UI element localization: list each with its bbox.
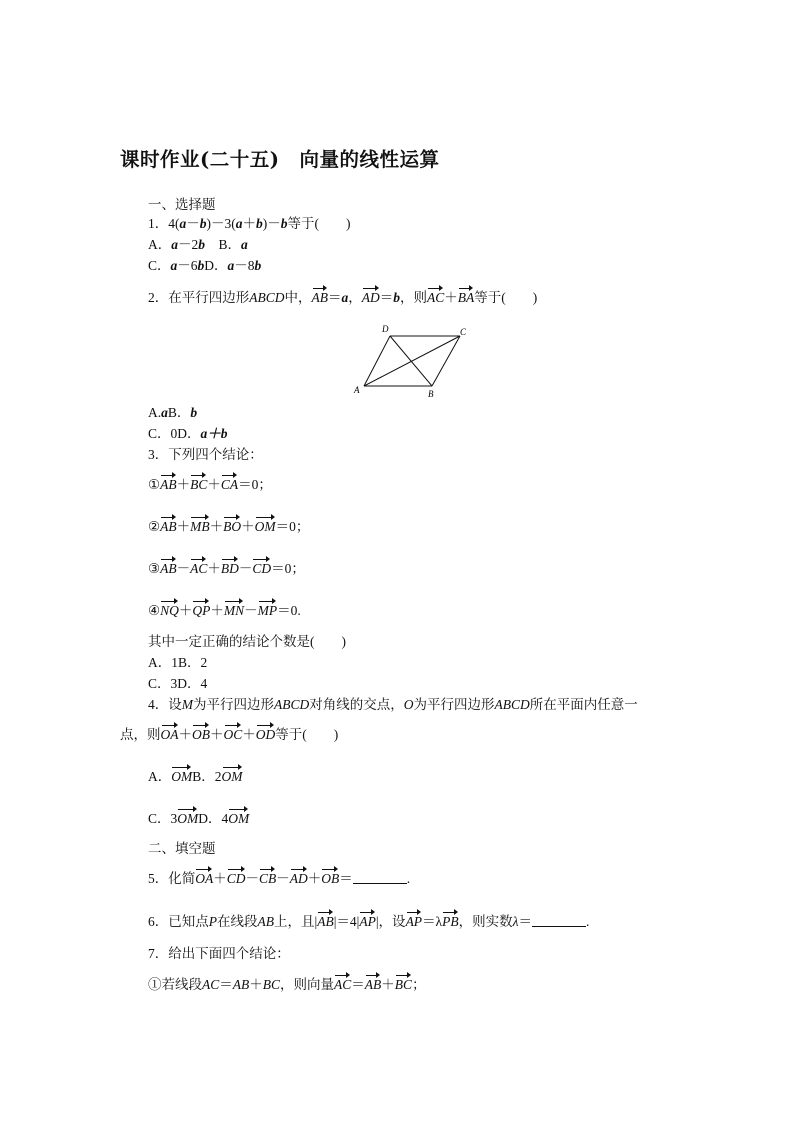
question-4-options-ab: A．OMB．2OM [148, 764, 243, 786]
question-4-options-cd: C．3OMD．4OM [148, 806, 249, 828]
question-3-options-ab: A．1B．2 [148, 655, 208, 670]
question-2-options-cd: C．0D．a＋b [148, 426, 228, 441]
diagonal-bd [390, 336, 432, 386]
question-4-line-1: 4．设M为平行四边形ABCD对角线的交点，O为平行四边形ABCD所在平面内任意一 [148, 697, 638, 712]
question-5: 5．化简OA＋CD－CB－AD＋OB＝ . [148, 866, 410, 888]
question-3-options-cd: C．3D．4 [148, 676, 208, 691]
question-1-options-cd: C．a－6bD．a－8b [148, 258, 262, 273]
question-3: 3．下列四个结论： [148, 447, 263, 462]
statement-2: ②AB＋MB＋BO＋OM＝0； [148, 514, 309, 536]
question-2: 2．在平行四边形ABCD中，AB＝a，AD＝b，则AC＋BA等于( ) [148, 285, 537, 307]
statement-3: ③AB－AC＋BD－CD＝0； [148, 556, 305, 578]
page-title: 课时作业(二十五) 向量的线性运算 [120, 148, 440, 171]
label-b: B [428, 389, 434, 399]
statement-1: ①AB＋BC＋CA＝0； [148, 472, 272, 494]
question-3-ask: 其中一定正确的结论个数是( ) [148, 634, 346, 649]
label-a: A [354, 385, 360, 395]
question-4-line-2: 点，则OA＋OB＋OC＋OD等于( ) [120, 722, 338, 744]
question-6: 6．已知点P在线段AB上，且|AB|＝4|AP|，设AP＝λPB，则实数λ＝ . [148, 909, 589, 931]
edge-da [364, 336, 390, 386]
question-2-options-ab: A.aB．b [148, 405, 198, 420]
answer-blank[interactable] [353, 871, 407, 884]
question-1: 1．4(a－b)－3(a＋b)－b等于( ) [148, 216, 351, 231]
statement-4: ④NQ＋QP＋MN－MP＝0. [148, 598, 301, 620]
answer-blank[interactable] [532, 914, 586, 927]
parallelogram-diagram [352, 320, 472, 400]
question-1-options-ab: A．a－2b B．a [148, 237, 248, 252]
statement-7-1: ①若线段AC＝AB＋BC，则向量AC＝AB＋BC； [148, 972, 426, 994]
label-c: C [460, 327, 467, 337]
section-fill-heading: 二、填空题 [148, 841, 216, 856]
question-7: 7．给出下面四个结论： [148, 946, 290, 961]
label-d: D [382, 324, 389, 334]
section-choice-heading: 一、选择题 [148, 197, 216, 212]
